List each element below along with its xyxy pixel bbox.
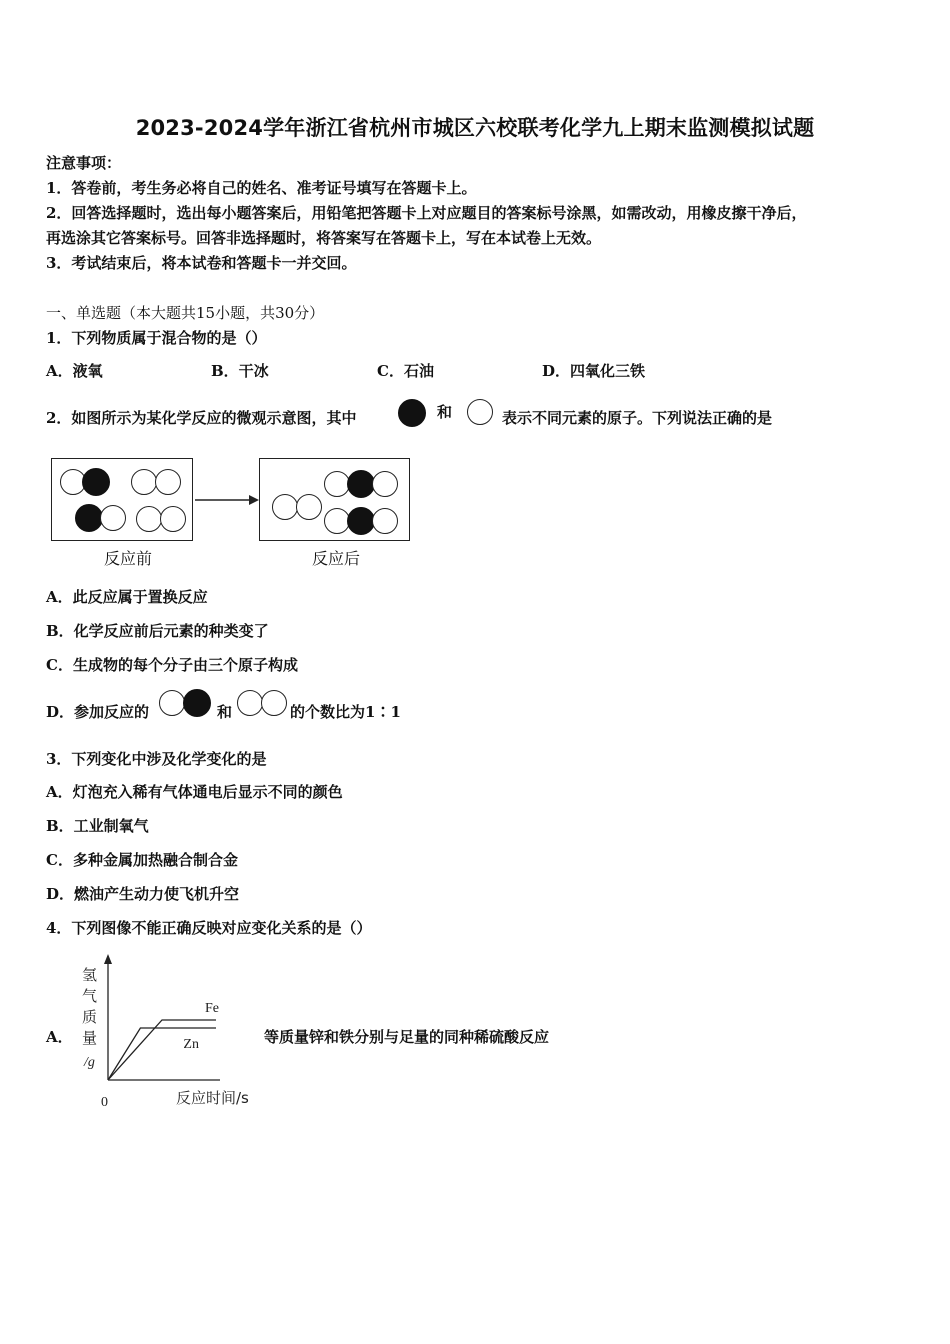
white-atom-icon	[159, 690, 185, 716]
notice-item: 2．回答选择题时，选出每小题答案后，用铅笔把答题卡上对应题目的答案标号涂黑，如需改动，用橡皮擦干净后，	[46, 204, 807, 222]
q4-option-a-label: A．	[46, 1028, 73, 1046]
q2-stem-suffix: 表示不同元素的原子。下列说法正确的是	[502, 409, 773, 427]
white-atom-icon	[131, 469, 157, 495]
black-atom-icon	[398, 399, 426, 427]
notice-item: 再选涂其它答案标号。回答非选择题时，将答案写在答题卡上，写在本试卷上无效。	[46, 229, 602, 247]
q3-stem: 3．下列变化中涉及化学变化的是	[46, 750, 267, 768]
q2-stem-prefix: 2．如图所示为某化学反应的微观示意图，其中	[46, 409, 357, 427]
origin-label: 0	[101, 1095, 108, 1110]
caption-before: 反应前	[104, 549, 153, 568]
series-label-zn: Zn	[183, 1037, 199, 1052]
ylabel-char: 氢	[82, 966, 98, 984]
page-title: 2023-2024学年浙江省杭州市城区六校联考化学九上期末监测模拟试题	[135, 116, 815, 140]
white-atom-icon	[372, 471, 398, 497]
series-line-zn	[108, 1028, 216, 1080]
q2-option-c: C．生成物的每个分子由三个原子构成	[46, 656, 298, 674]
white-atom-icon	[160, 506, 186, 532]
q1-stem: 1．下列物质属于混合物的是（）	[46, 329, 267, 347]
black-atom-icon	[347, 470, 375, 498]
y-axis-arrow	[104, 954, 112, 964]
q2-option-b: B．化学反应前后元素的种类变了	[46, 622, 269, 640]
black-atom-icon	[75, 504, 103, 532]
before-reaction-box	[51, 458, 193, 541]
black-atom-icon	[347, 507, 375, 535]
series-line-fe	[108, 1020, 216, 1080]
q4-stem: 4．下列图像不能正确反映对应变化关系的是（）	[46, 919, 372, 937]
white-atom-icon	[272, 494, 298, 520]
white-atom-icon	[237, 690, 263, 716]
notice-item: 1．答卷前，考生务必将自己的姓名、准考证号填写在答题卡上。	[46, 179, 477, 197]
white-atom-icon	[296, 494, 322, 520]
ylabel-char: 气	[82, 987, 98, 1005]
series-label-fe: Fe	[205, 1001, 219, 1016]
after-reaction-box	[259, 458, 410, 541]
q2-option-d-suffix: 的个数比为1∶1	[290, 703, 401, 721]
ylabel-char: 质	[82, 1008, 98, 1026]
reaction-arrow-icon	[193, 490, 261, 510]
white-atom-icon	[100, 505, 126, 531]
ylabel-char: /g	[84, 1055, 95, 1070]
q1-option-b: B．干冰	[211, 362, 269, 380]
q2-stem-and: 和	[437, 403, 453, 421]
section-heading: 一、单选题（本大题共15小题，共30分）	[46, 304, 325, 322]
notice-item: 3．考试结束后，将本试卷和答题卡一并交回。	[46, 254, 357, 272]
black-atom-icon	[183, 689, 211, 717]
q3-option-b: B．工业制氧气	[46, 817, 149, 835]
hydrogen-mass-chart	[78, 950, 270, 1112]
black-atom-icon	[82, 468, 110, 496]
q2-option-a: A．此反应属于置换反应	[46, 588, 208, 606]
q3-option-c: C．多种金属加热融合制合金	[46, 851, 238, 869]
x-axis-label: 反应时间/s	[176, 1089, 249, 1107]
white-atom-icon	[136, 506, 162, 532]
caption-after: 反应后	[312, 549, 361, 568]
q3-option-d: D．燃油产生动力使飞机升空	[46, 885, 240, 903]
q2-option-d-and: 和	[217, 703, 233, 721]
q2-option-d-prefix: D．参加反应的	[46, 703, 150, 721]
white-atom-icon	[155, 469, 181, 495]
q4-option-a-desc: 等质量锌和铁分别与足量的同种稀硫酸反应	[264, 1028, 550, 1046]
q3-option-a: A．灯泡充入稀有气体通电后显示不同的颜色	[46, 783, 343, 801]
white-atom-icon	[261, 690, 287, 716]
ylabel-char: 量	[82, 1029, 98, 1047]
q1-option-d: D．四氧化三铁	[542, 362, 646, 380]
q1-option-a: A．液氧	[46, 362, 103, 380]
q1-option-c: C．石油	[377, 362, 434, 380]
white-atom-icon	[372, 508, 398, 534]
white-atom-icon	[467, 399, 493, 425]
notice-heading: 注意事项：	[46, 154, 122, 172]
